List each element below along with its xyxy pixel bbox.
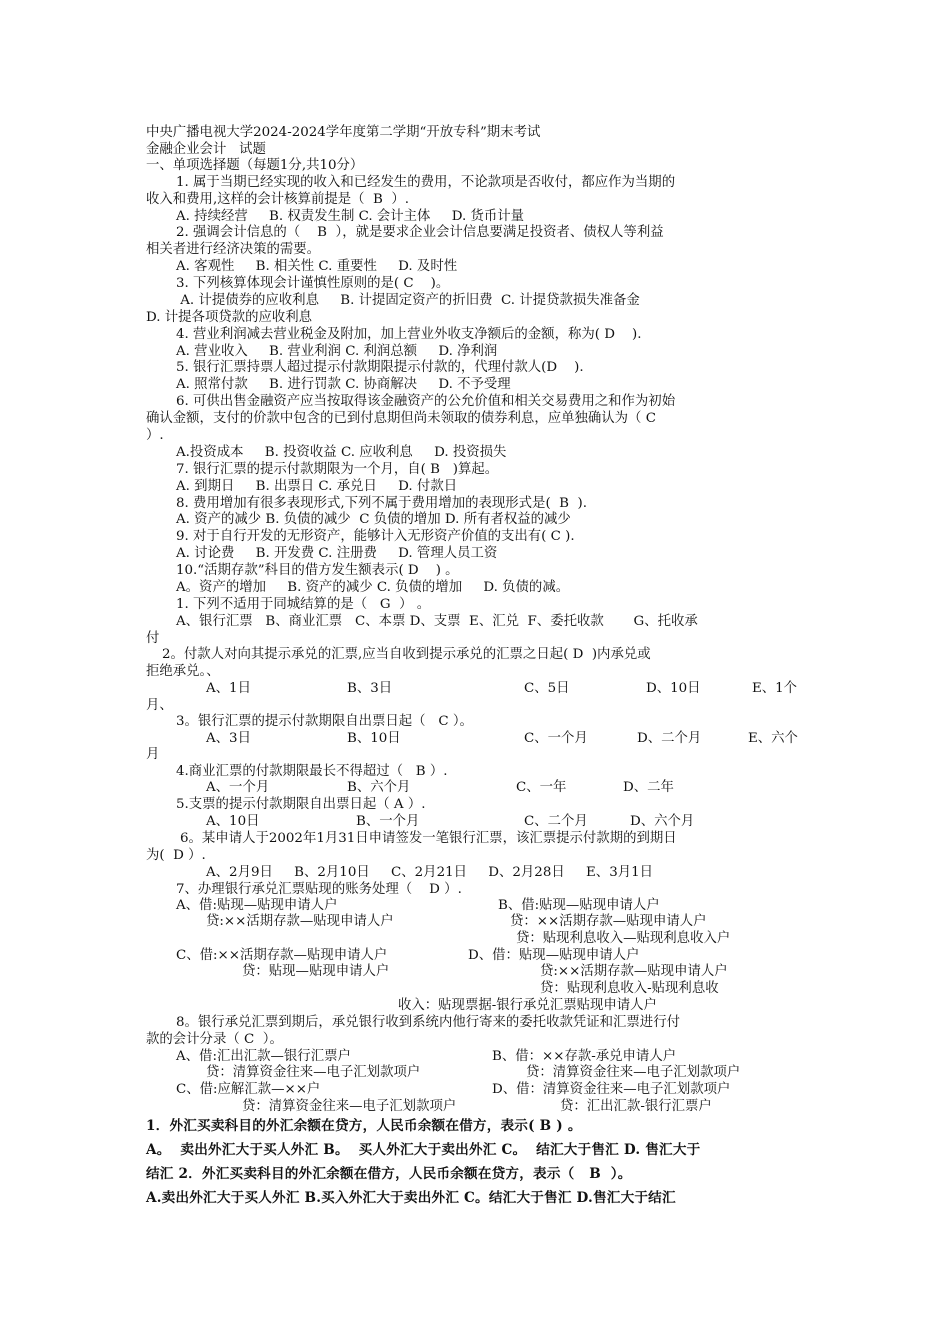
text-line: C、5日 [524,681,570,696]
text-line: D、10日 [646,681,701,696]
text-line: 为( D ）. [146,848,206,863]
text-line: D、借：清算资金往来—电子汇划款项户 [492,1082,731,1097]
text-line: 相关者进行经济决策的需要。 [146,242,321,257]
text-line: A.投资成本 B. 投资收益 C. 应收利息 D. 投资损失 [176,445,507,460]
text-line: 月 [146,747,160,762]
text-line: 贷：清算资金往来—电子汇划款项户 [206,1065,421,1080]
bold-question: 结汇 2．外汇买卖科目的外汇余额在借方，人民币余额在贷方，表示（ B ）。 [146,1166,632,1182]
text-line: A. 照常付款 B. 进行罚款 C. 协商解决 D. 不予受理 [176,377,511,392]
text-line: B、一个月 [356,814,420,829]
text-line: 7. 银行汇票的提示付款期限为一个月，自( B )算起。 [176,462,499,477]
text-line: 拒绝承兑。、 [146,664,220,679]
text-line: B、借：××存款-承兑申请人户 [492,1049,677,1064]
text-line: C、借:应解汇款—××户 [176,1082,321,1097]
text-line: 贷：贴现—贴现申请人户 [242,964,390,979]
text-line: A. 客观性 B. 相关性 C. 重要性 D. 及时性 [176,259,458,274]
bold-options: A.卖出外汇大于买人外汇 B.买入外汇大于卖出外汇 C。结汇大于售汇 D.售汇大于结汇 [146,1190,676,1206]
text-line: 7、办理银行承兑汇票贴现的账务处理（ D ）. [176,882,462,897]
text-line: 2。付款人对向其提示承兑的汇票,应当自收到提示承兑的汇票之日起( D )内承兑或 [162,647,651,662]
text-line: 5. 银行汇票持票人超过提示付款期限提示付款的，代理付款人(D ). [176,360,584,375]
text-line: D、二个月 [637,731,702,746]
text-line: D、六个月 [630,814,695,829]
exam-subject: 金融企业会计 试题 [146,142,266,157]
text-line: 6。某申请人于2002年1月31日申请签发一笔银行汇票，该汇票提示付款期的到期日 [180,831,677,846]
text-line: 收入和费用,这样的会计核算前提是（ B ）. [146,192,410,207]
text-line: A. 到期日 B. 出票日 C. 承兑日 D. 付款日 [176,479,458,494]
text-line: A、1日 [206,681,251,696]
text-line: A。资产的增加 B. 资产的减少 C. 负债的增加 D. 负债的减。 [176,580,570,595]
text-line: A、借:贴现—贴现申请人户 [176,898,338,913]
text-line: D. 计提各项贷款的应收利息 [146,310,313,325]
text-line: 6. 可供出售金融资产应当按取得该金融资产的公允价值和相关交易费用之和作为初始 [176,394,676,409]
text-line: 贷：清算资金往来—电子汇划款项户 [526,1065,741,1080]
text-line: 4. 营业利润减去营业税金及附加，加上营业外收支净额后的金额，称为( D ). [176,327,642,342]
text-line: 9. 对于自行开发的无形资产，能够计入无形资产价值的支出有( C ). [176,529,575,544]
exam-title: 中央广播电视大学2024-2024学年度第二学期“开放专科”期末考试 [146,125,541,140]
text-line: E、六个 [748,731,798,746]
text-line: 3. 下列核算体现会计谨慎性原则的是( C )。 [176,276,450,291]
text-line: 贷：贴现利息收入-贴现利息收 [540,981,719,996]
text-line: D、二年 [623,780,674,795]
text-line: 10.“活期存款”科目的借方发生额表示( D ) 。 [176,563,459,578]
text-line: 收入：贴现票据-银行承兑汇票贴现申请人户 [398,998,657,1013]
text-line: A、一个月 [206,780,270,795]
text-line: A、银行汇票 B、商业汇票 C、本票 D、支票 E、汇兑 F、委托收款 G、托收承 [176,614,698,629]
text-line: A. 计提债券的应收利息 B. 计提固定资产的折旧费 C. 计提贷款损失准备金 [176,293,640,308]
text-line: C、二个月 [524,814,588,829]
text-line: 3。银行汇票的提示付款期限自出票日起（ C ）。 [176,714,473,729]
text-line: 付 [146,631,160,646]
text-line: 贷:××活期存款—贴现申请人户 [206,914,394,929]
text-line: 贷：贴现利息收入—贴现利息收入户 [516,931,731,946]
text-line: 贷:××活期存款—贴现申请人户 [540,964,728,979]
text-line: A. 讨论费 B. 开发费 C. 注册费 D. 管理人员工资 [176,546,498,561]
text-line: 贷：清算资金往来—电子汇划款项户 [242,1099,457,1114]
text-line: 8. 费用增加有很多表现形式,下列不属于费用增加的表现形式是( B ). [176,496,588,511]
text-line: 8。银行承兑汇票到期后，承兑银行收到系统内他行寄来的委托收款凭证和汇票进行付 [176,1015,680,1030]
text-line: 5.支票的提示付款期限自出票日起（ A ）. [176,797,426,812]
text-line: 1. 属于当期已经实现的收入和已经发生的费用，不论款项是否收付，都应作为当期的 [176,175,676,190]
text-line: 款的会计分录（ C ）。 [146,1032,283,1047]
text-line: C、一年 [516,780,567,795]
text-line: 2. 强调会计信息的（ B ），就是要求企业会计信息要满足投资者、债权人等利益 [176,225,664,240]
text-line: A. 持续经营 B. 权责发生制 C. 会计主体 D. 货币计量 [176,209,525,224]
text-line: 确认金额，支付的价款中包含的已到付息期但尚未领取的债券利息，应单独确认为（ C [146,411,656,426]
text-line: E、1个 [752,681,798,696]
text-line: 1. 下列不适用于同城结算的是（ G ） 。 [176,597,431,612]
text-line: A、2月9日 B、2月10日 C、2月21日 D、2月28日 E、3月1日 [206,865,654,880]
text-line: C、一个月 [524,731,588,746]
text-line: C、借:××活期存款—贴现申请人户 [176,948,388,963]
text-line: A. 营业收入 B. 营业利润 C. 利润总额 D. 净利润 [176,344,498,359]
text-line: 贷：汇出汇款-银行汇票户 [560,1099,712,1114]
text-line: ）. [146,428,164,443]
text-line: A、借:汇出汇款—银行汇票户 [176,1049,351,1064]
section-heading: 一、单项选择题（每题1分,共10分） [146,158,364,173]
text-line: A、3日 [206,731,251,746]
text-line: 4.商业汇票的付款期限最长不得超过（ B ）. [176,764,448,779]
text-line: D、借：贴现—贴现申请人户 [468,948,640,963]
text-line: 贷：××活期存款—贴现申请人户 [510,914,707,929]
bold-options: A。 卖出外汇大于买人外汇 B。 买人外汇大于卖出外汇 C。 结汇大于售汇 D. 售汇大于 [146,1142,701,1158]
text-line: B、借:贴现—贴现申请人户 [498,898,660,913]
text-line: A. 资产的减少 B. 负债的减少 C 负债的增加 D. 所有者权益的减少 [176,512,571,527]
text-line: A、10日 [206,814,260,829]
text-line: B、3日 [347,681,393,696]
text-line: B、六个月 [347,780,411,795]
text-line: B、10日 [347,731,401,746]
text-line: 月、 [146,698,173,713]
bold-question: 1．外汇买卖科目的外汇余额在贷方，人民币余额在借方，表示( B ) 。 [146,1118,582,1134]
